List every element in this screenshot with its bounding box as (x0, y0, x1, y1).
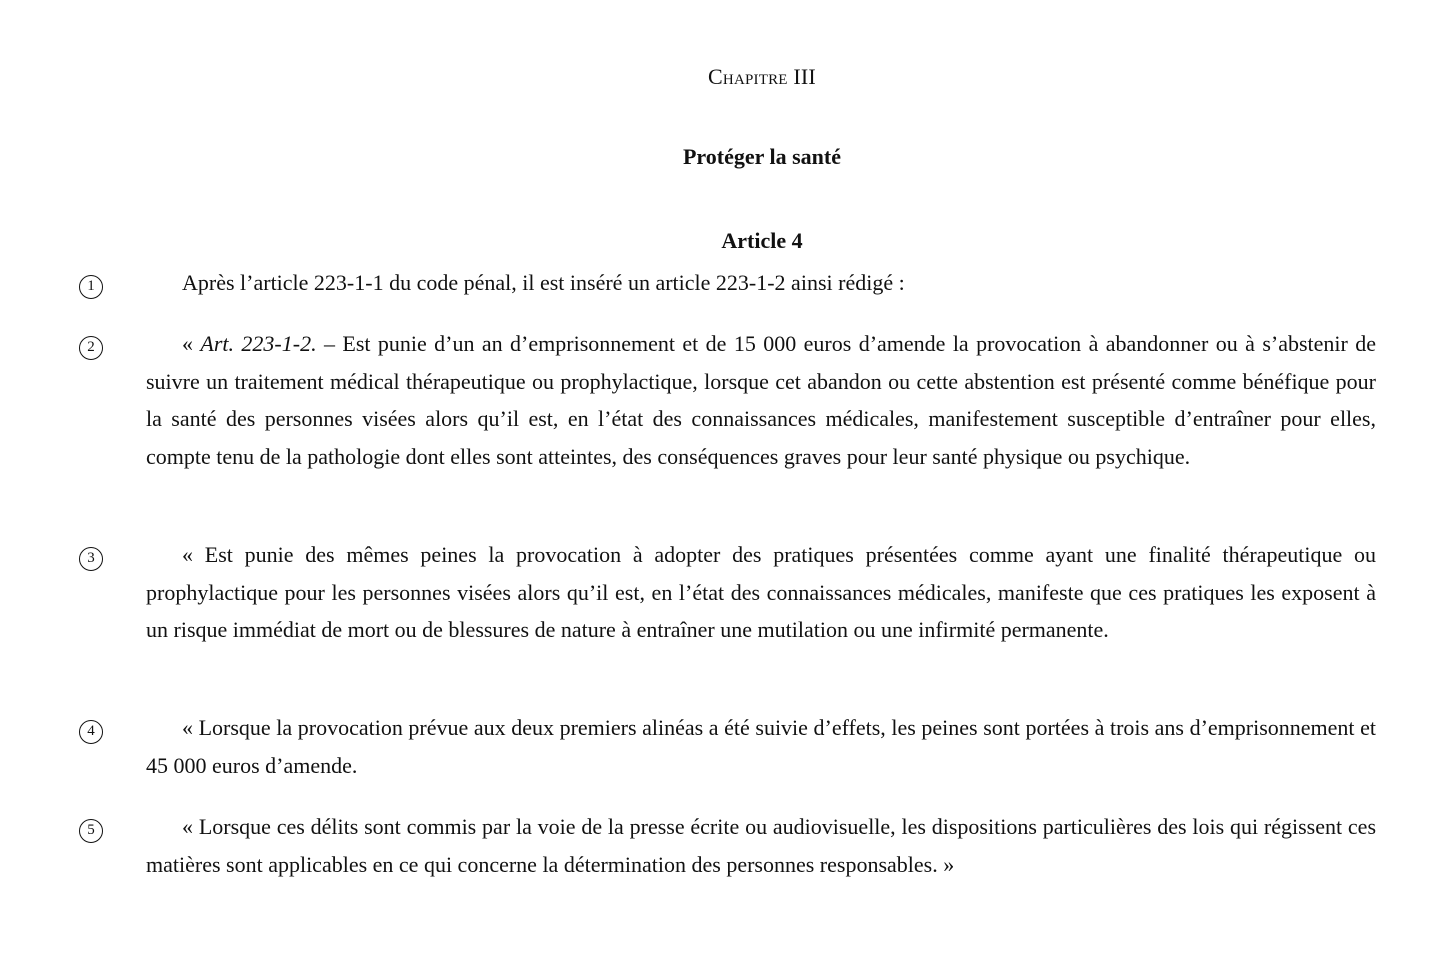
paragraph-number-4: 4 (79, 720, 103, 744)
paragraph-4-text: « Lorsque la provocation prévue aux deux premiers alinéas a été suivie d’effets, les peines sont portées à trois ans d’emprisonnement et 45 000 euros d’amende. (146, 715, 1376, 778)
paragraph-4 (146, 709, 1376, 784)
paragraph-2-prefix: « (182, 331, 201, 356)
paragraph-5 (146, 808, 1376, 883)
paragraph-5-text: « Lorsque ces délits sont commis par la voie de la presse écrite ou audiovisuelle, les dispositions particulières des lois qui régissent ces matières sont applicables en ce qui concerne la détermination des personnes responsables. » (146, 814, 1376, 877)
paragraph-number-3: 3 (79, 547, 103, 571)
article-reference: Art. 223-1-2. (200, 331, 317, 356)
paragraph-1-text: Après l’article 223-1-1 du code pénal, il est inséré un article 223-1-2 ainsi rédigé : (182, 270, 905, 295)
paragraph-3-text: « Est punie des mêmes peines la provocation à adopter des pratiques présentées comme ayant une finalité thérapeutique ou prophylactique pour les personnes visées alors qu’il est, en l’état des connaissances médicales, manifeste que ces pratiques les exposent à un risque immédiat de mort ou de blessures de nature à entraîner une mutilation ou une infirmité permanente. (146, 542, 1376, 642)
paragraph-3 (146, 536, 1376, 649)
paragraph-2-text: – Est punie d’un an d’emprisonnement et de 15 000 euros d’amende la provocation à abandonner ou à s’abstenir de suivre un traitement médical thérapeutique ou prophylactique, lorsque cet abandon ou cette abstention est présenté comme bénéfique pour la santé des personnes visées alors qu’il est, en l’état des connaissances médicales, manifestement susceptible d’entraîner pour elles, compte tenu de la pathologie dont elles sont atteintes, des conséquences graves pour leur santé physique ou psychique. (146, 331, 1377, 469)
article-title: Article 4 (721, 228, 803, 253)
paragraph-number-2: 2 (79, 336, 103, 360)
paragraph-number-5: 5 (79, 819, 103, 843)
paragraph-2 (146, 325, 1376, 475)
paragraph-number-1: 1 (79, 275, 103, 299)
paragraph-1 (146, 264, 1376, 302)
chapter-label: Chapitre III (708, 64, 816, 89)
chapter-title: Protéger la santé (682, 144, 842, 169)
